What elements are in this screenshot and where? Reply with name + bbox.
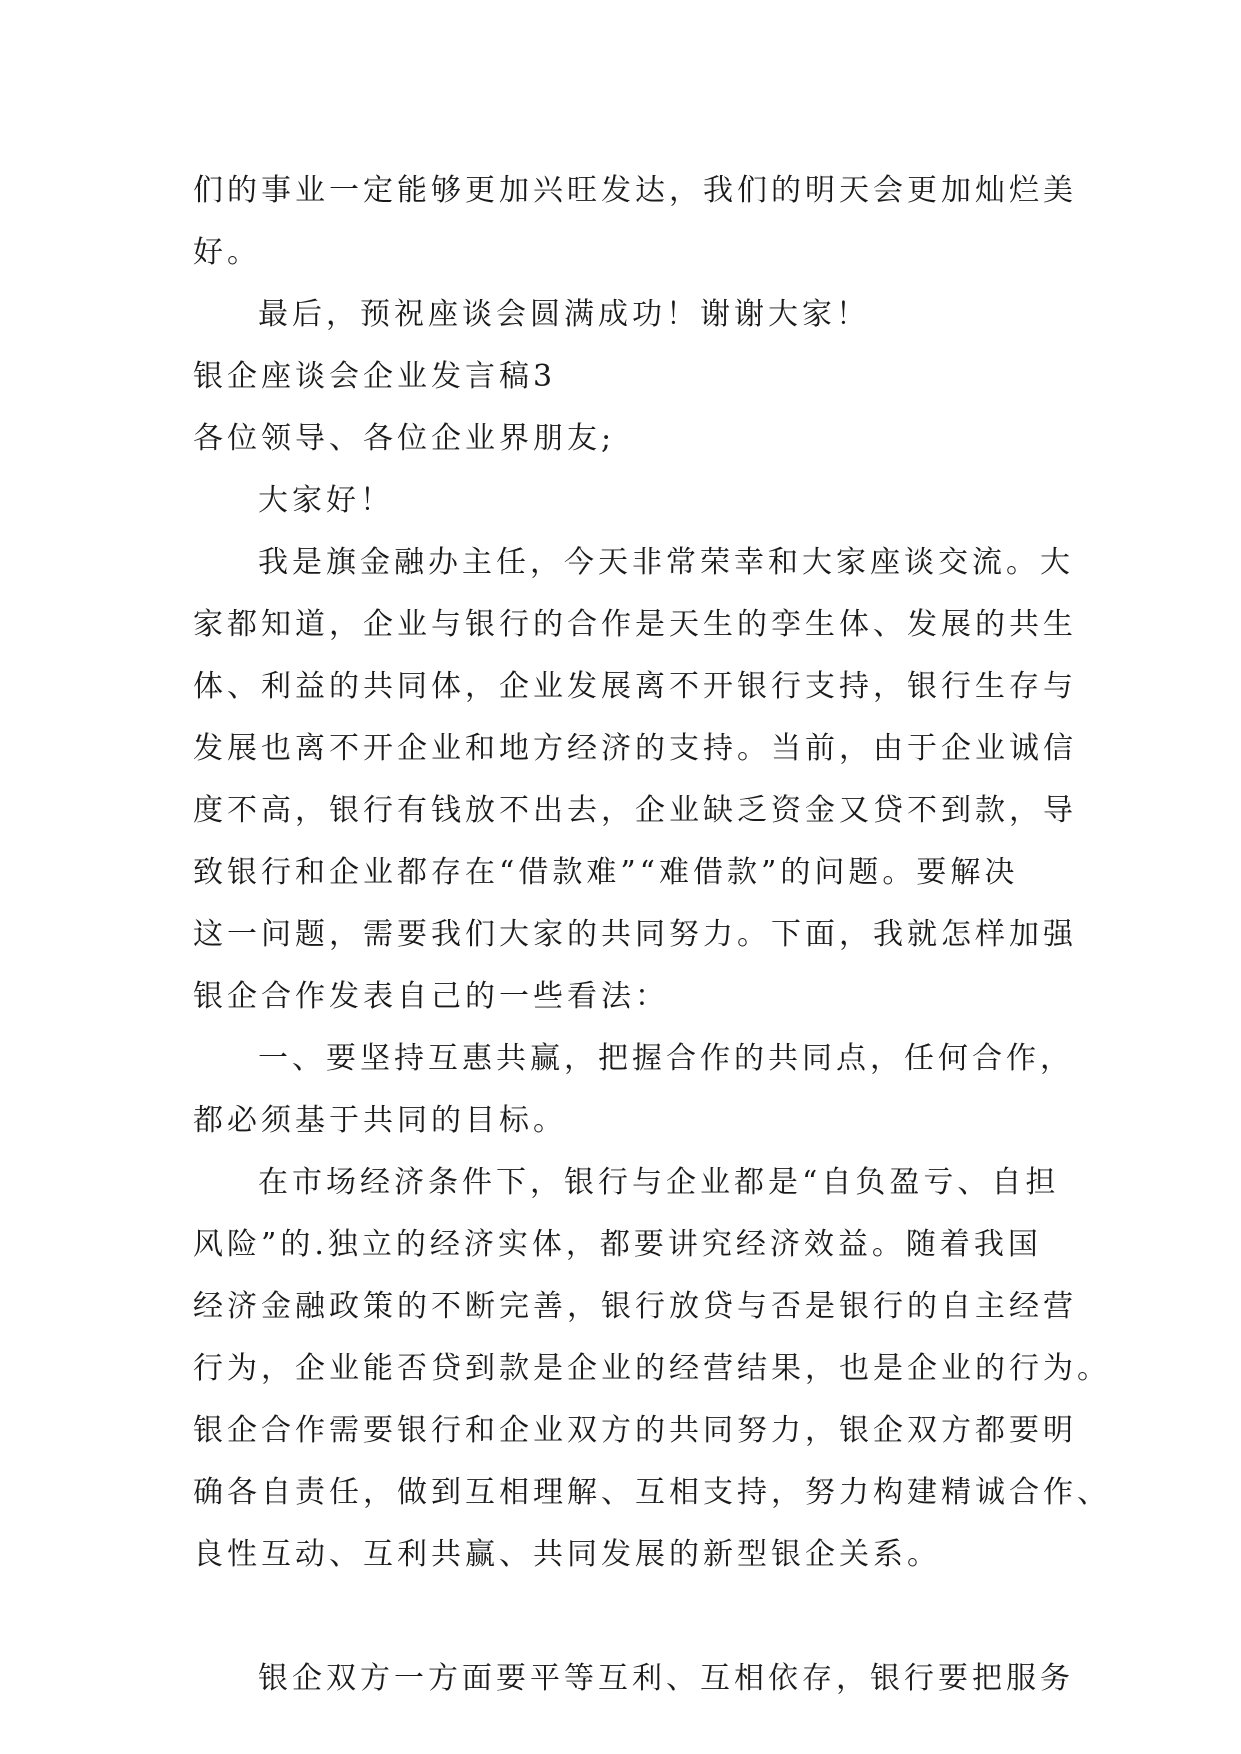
text-line-8: 家都知道，企业与银行的合作是天生的孪生体、发展的共生 — [193, 607, 1077, 642]
text-line-22: 确各自责任，做到互相理解、互相支持，努力构建精诚合作、 — [193, 1475, 1111, 1510]
section-heading: 银企座谈会企业发言稿3 — [193, 359, 557, 394]
text-line-18: 风险”的.独立的经济实体，都要讲究经济效益。随着我国 — [193, 1227, 1042, 1262]
text-line-14: 银企合作发表自己的一些看法： — [193, 979, 669, 1014]
salutation: 各位领导、各位企业界朋友; — [193, 421, 616, 456]
document-body — [193, 160, 1111, 1710]
text-line-10: 发展也离不开企业和地方经济的支持。当前，由于企业诚信 — [193, 731, 1077, 766]
text-line-16: 都必须基于共同的目标。 — [193, 1103, 567, 1138]
text-line-21: 银企合作需要银行和企业双方的共同努力，银企双方都要明 — [193, 1413, 1077, 1448]
text-line-19: 经济金融政策的不断完善，银行放贷与否是银行的自主经营 — [193, 1289, 1077, 1324]
text-line-9: 体、利益的共同体，企业发展离不开银行支持，银行生存与 — [193, 669, 1077, 704]
text-line-2: 好。 — [193, 235, 261, 270]
text-line-20: 行为，企业能否贷到款是企业的经营结果，也是企业的行为。 — [193, 1351, 1111, 1386]
blank-line — [193, 1586, 1053, 1648]
text-line-23: 良性互动、互利共赢、共同发展的新型银企关系。 — [193, 1537, 941, 1572]
text-line-1: 们的事业一定能够更加兴旺发达，我们的明天会更加灿烂美 — [193, 173, 1077, 208]
text-line-15: 一、要坚持互惠共赢，把握合作的共同点，任何合作， — [258, 1041, 1074, 1076]
text-line-11: 度不高，银行有钱放不出去，企业缺乏资金又贷不到款，导 — [193, 793, 1077, 828]
text-line-13: 这一问题，需要我们大家的共同努力。下面，我就怎样加强 — [193, 917, 1077, 952]
text-line-12: 致银行和企业都存在“借款难”“难借款”的问题。要解决 — [193, 855, 1019, 890]
text-line-3: 最后，预祝座谈会圆满成功！谢谢大家！ — [258, 297, 870, 332]
text-line-25: 银企双方一方面要平等互利、互相依存，银行要把服务 — [258, 1661, 1074, 1696]
text-line-17: 在市场经济条件下，银行与企业都是“自负盈亏、自担 — [258, 1165, 1060, 1200]
greeting: 大家好！ — [258, 483, 394, 518]
text-line-7: 我是旗金融办主任，今天非常荣幸和大家座谈交流。大 — [258, 545, 1074, 580]
